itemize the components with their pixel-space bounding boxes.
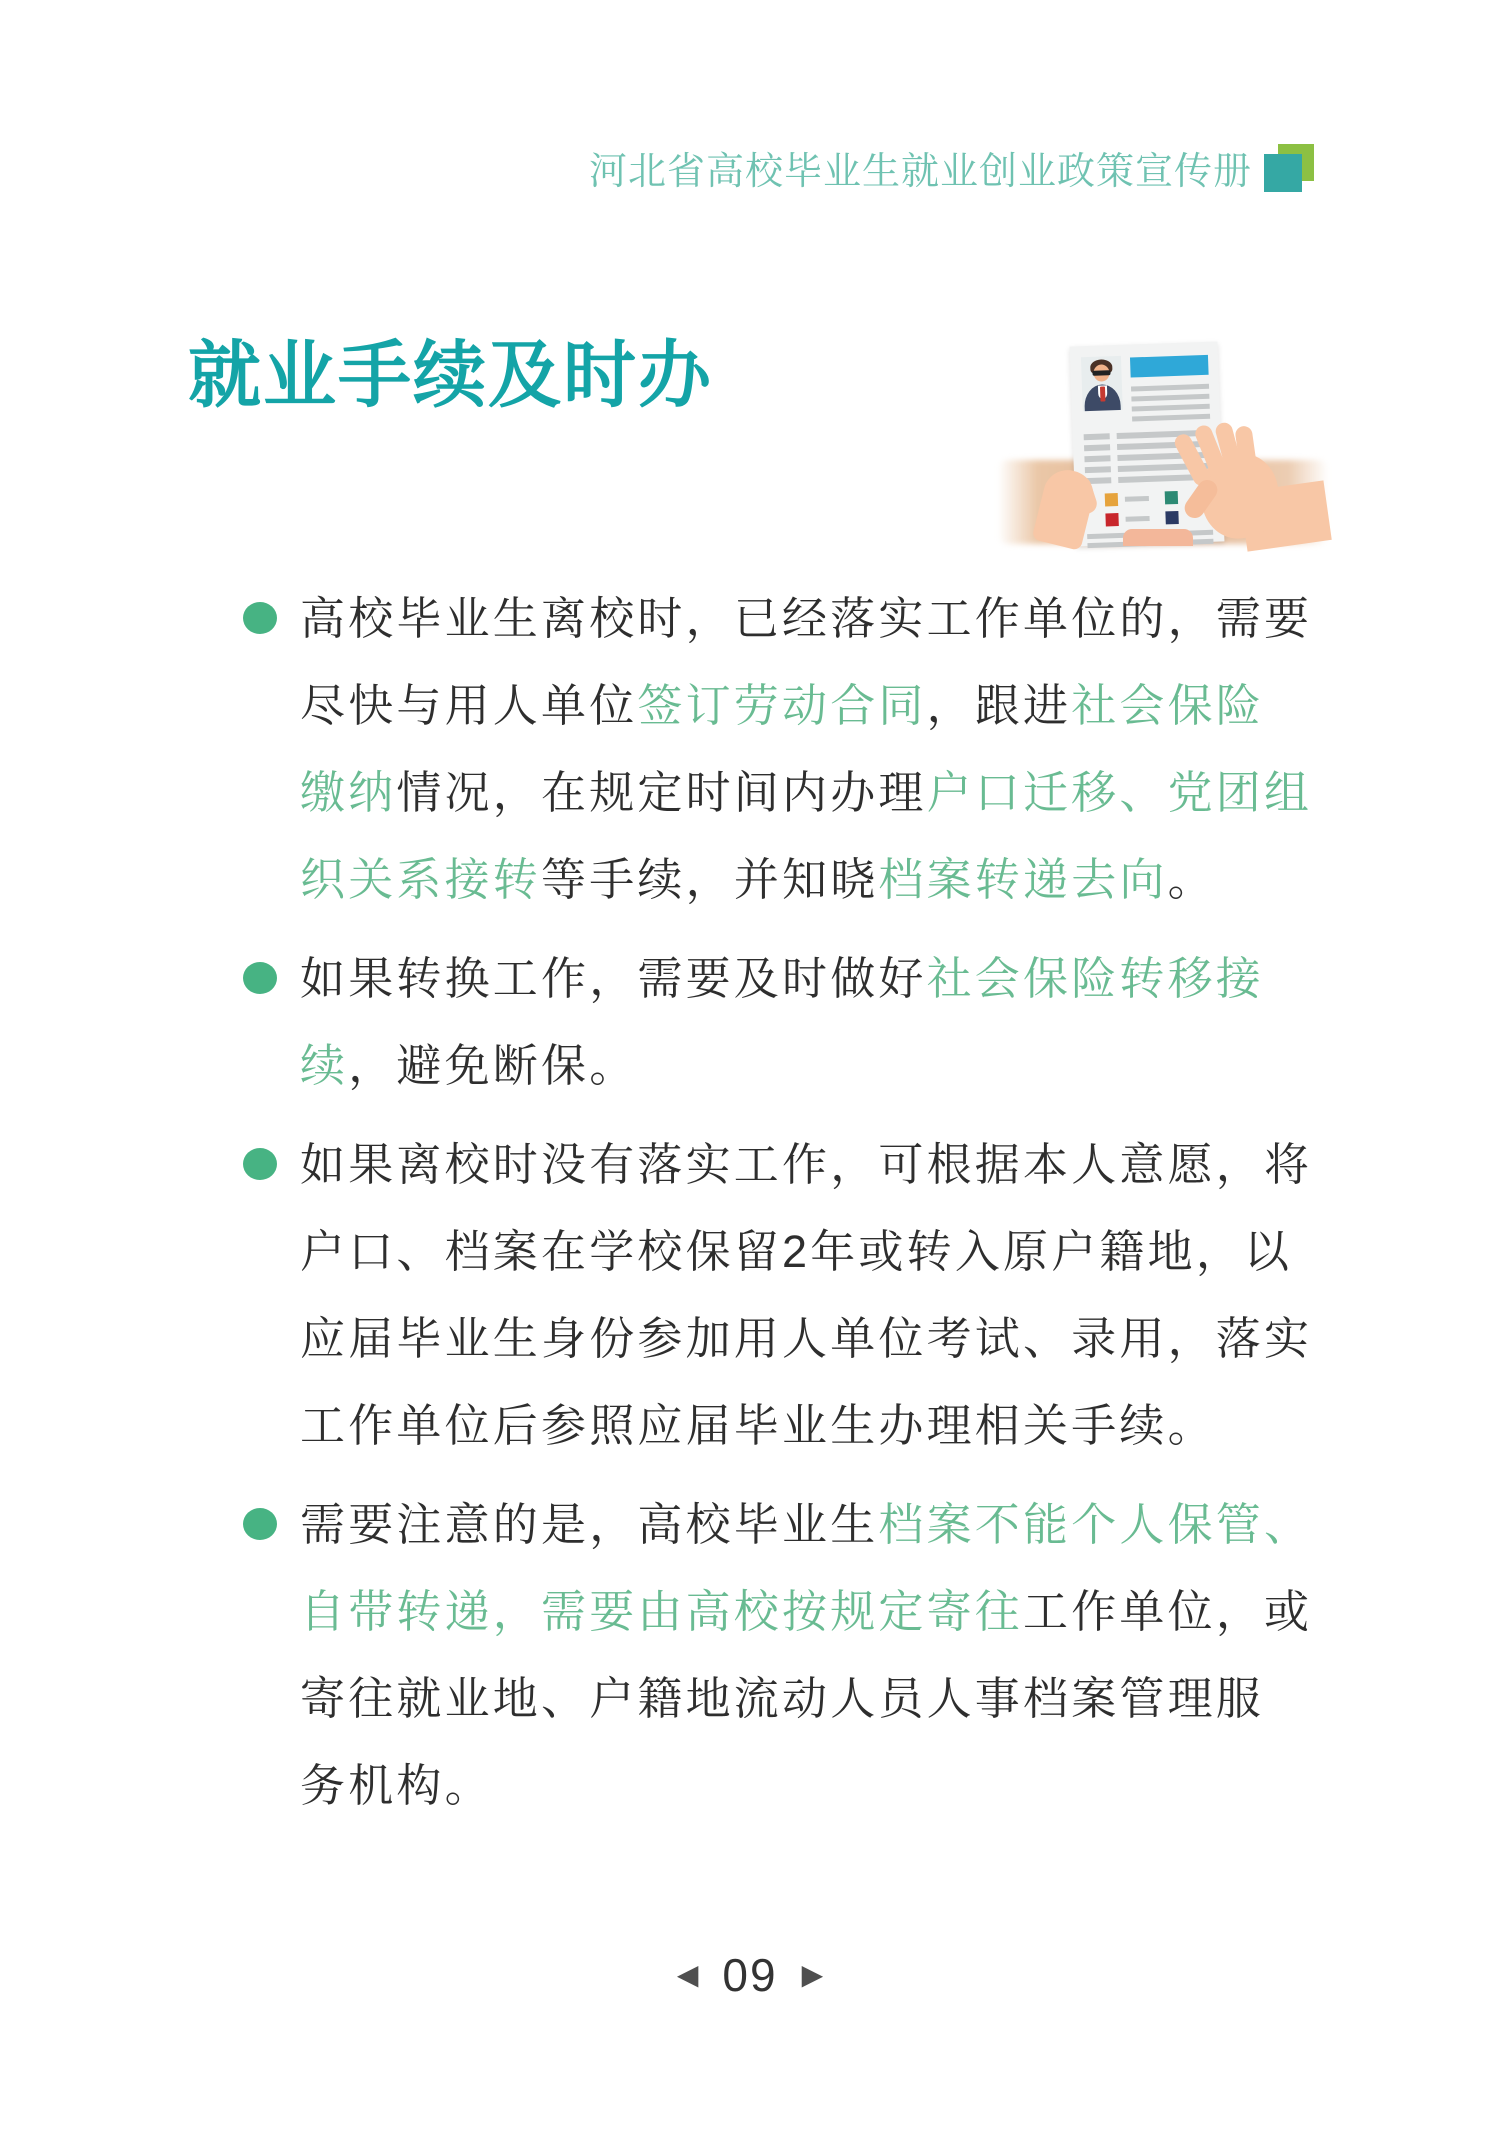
prev-page-icon: ◀ bbox=[676, 1959, 699, 1990]
highlighted-text: 档案不能个人保管、 bbox=[878, 1499, 1313, 1550]
text-line bbox=[300, 1022, 1343, 1109]
page-footer bbox=[0, 1949, 1500, 2001]
legend-navy-square bbox=[1165, 511, 1178, 524]
bullet-dot-icon bbox=[243, 1148, 277, 1180]
text-line bbox=[300, 1742, 1343, 1829]
text-line bbox=[300, 1382, 1343, 1469]
page-number: 09 bbox=[722, 1949, 778, 2001]
photo-glasses-icon bbox=[1092, 370, 1110, 376]
bullet-item bbox=[243, 1481, 1343, 1829]
highlighted-text: 缴纳 bbox=[300, 767, 397, 818]
resume-text-line bbox=[1131, 384, 1209, 392]
photo-tie bbox=[1100, 386, 1106, 401]
body-text: 寄往就业地、户籍地流动人员人事档案管理服 bbox=[300, 1673, 1265, 1724]
highlighted-text: 签订劳动合同 bbox=[637, 680, 927, 731]
body-text: 工作单位后参照应届毕业生办理相关手续。 bbox=[300, 1400, 1216, 1451]
body-text: 。 bbox=[1167, 854, 1216, 905]
bullet-item bbox=[243, 1121, 1343, 1469]
resume-text-line bbox=[1085, 466, 1111, 473]
resume-text-line bbox=[1131, 394, 1209, 402]
next-page-icon: ▶ bbox=[801, 1959, 824, 1990]
text-line bbox=[300, 1481, 1343, 1568]
highlighted-text: 社会保险转移接 bbox=[926, 953, 1265, 1004]
text-line bbox=[300, 836, 1343, 923]
highlighted-text: 自带转递，需要由高校按规定寄往 bbox=[300, 1586, 1024, 1637]
text-line bbox=[300, 1568, 1343, 1655]
highlighted-text: 社会保险 bbox=[1071, 680, 1265, 731]
booklet-icon-teal-square bbox=[1264, 154, 1302, 192]
resume-text-line bbox=[1126, 516, 1150, 522]
bullet-dot-icon bbox=[243, 962, 277, 994]
bullet-item bbox=[243, 575, 1343, 923]
bullet-dot-icon bbox=[243, 602, 277, 634]
bullet-dot-icon bbox=[243, 1508, 277, 1540]
text-line bbox=[300, 575, 1343, 662]
legend-red-square bbox=[1105, 513, 1118, 526]
body-text: 户口、档案在学校保留2年或转入原户籍地，以 bbox=[300, 1226, 1293, 1277]
body-text: 务机构。 bbox=[300, 1760, 493, 1811]
body-text: 高校毕业生离校时，已经落实工作单位的，需要 bbox=[300, 593, 1313, 644]
text-line bbox=[300, 1295, 1343, 1382]
booklet-icon bbox=[1264, 144, 1314, 192]
body-text: 应届毕业生身份参加用人单位考试、录用，落实 bbox=[300, 1313, 1313, 1364]
body-text: 工作单位，或 bbox=[1023, 1586, 1313, 1637]
resume-text-line bbox=[1084, 444, 1110, 451]
body-text: ，跟进 bbox=[926, 680, 1072, 731]
header-title: 河北省高校毕业生就业创业政策宣传册 bbox=[588, 151, 1252, 193]
text-line bbox=[300, 1121, 1343, 1208]
body-text: 需要注意的是，高校毕业生 bbox=[300, 1499, 879, 1550]
resume-text-line bbox=[1132, 414, 1210, 422]
text-line bbox=[300, 1655, 1343, 1742]
highlighted-text: 续 bbox=[300, 1040, 349, 1091]
legend-teal-square bbox=[1165, 491, 1178, 504]
text-line bbox=[300, 749, 1343, 836]
legend-orange-square bbox=[1105, 493, 1118, 506]
sleeve-shape bbox=[1123, 529, 1193, 546]
page-header bbox=[589, 140, 1314, 195]
highlighted-text: 户口迁移、党团组 bbox=[926, 767, 1313, 818]
resume-photo bbox=[1081, 356, 1123, 411]
resume-text-line bbox=[1132, 404, 1210, 412]
body-text: 情况，在规定时间内办理 bbox=[396, 767, 927, 818]
text-line bbox=[300, 935, 1343, 1022]
body-text: 等手续，并知晓 bbox=[541, 854, 879, 905]
bullet-list bbox=[243, 575, 1343, 1841]
text-line bbox=[300, 662, 1343, 749]
resume-name-bar bbox=[1130, 355, 1209, 378]
body-text: 尽快与用人单位 bbox=[300, 680, 638, 731]
resume-text-line bbox=[1084, 433, 1110, 440]
page-title: 就业手续及时办 bbox=[188, 335, 713, 416]
text-line bbox=[300, 1208, 1343, 1295]
resume-text-line bbox=[1125, 496, 1149, 502]
body-text: 如果转换工作，需要及时做好 bbox=[300, 953, 927, 1004]
bullet-item bbox=[243, 935, 1343, 1109]
highlighted-text: 档案转递去向 bbox=[878, 854, 1168, 905]
body-text: ，避免断保。 bbox=[348, 1040, 638, 1091]
resume-illustration-icon bbox=[988, 328, 1328, 546]
body-text: 如果离校时没有落实工作，可根据本人意愿，将 bbox=[300, 1139, 1313, 1190]
resume-text-line bbox=[1084, 455, 1110, 462]
highlighted-text: 织关系接转 bbox=[300, 854, 542, 905]
